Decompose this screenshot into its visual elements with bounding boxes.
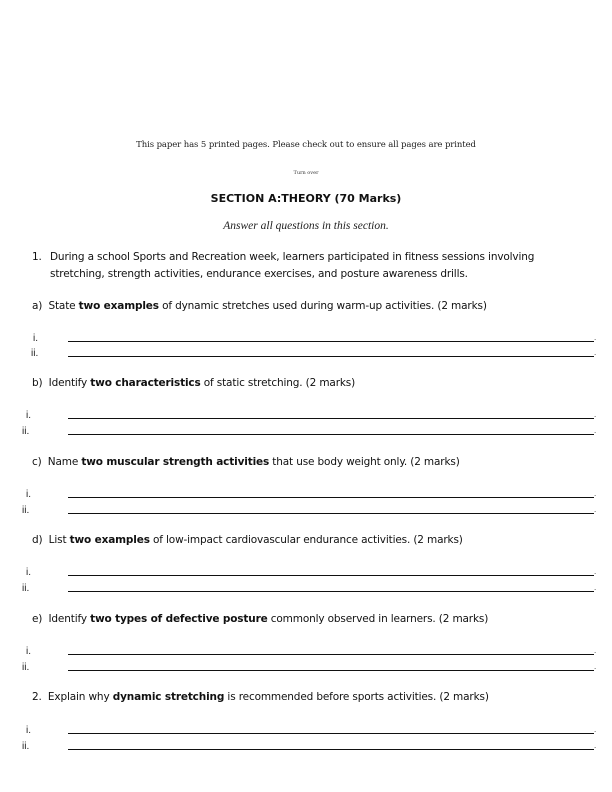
answer-numeral-i: i. [26,567,31,578]
answer-numeral-i: i. [26,646,31,657]
answer-numeral-ii: ii. [22,426,30,437]
answer-line-1b-ii[interactable] [68,434,594,435]
question-1-text-line1: During a school Sports and Recreation week, learners participated in fitness sessions involving [50,251,535,263]
prompt-emphasis: two muscular strength activities [81,456,270,468]
answer-numeral-ii: ii. [22,583,30,594]
answer-line-2-ii[interactable] [68,749,594,750]
prompt-post: is recommended before sports activities. (2 marks) [224,691,489,703]
answer-line-1c-i[interactable] [68,497,594,498]
answer-line-1b-i[interactable] [68,418,594,419]
question-1a-prompt [32,300,487,312]
part-label: c) [32,456,42,468]
answer-numeral-ii: ii. [22,741,30,752]
prompt-pre: Identify [48,377,91,389]
line-end-mark: . [594,410,597,419]
answer-line-1e-i[interactable] [68,654,594,655]
printed-pages-notice: This paper has 5 printed pages. Please check out to ensure all pages are printed [136,140,476,150]
section-instruction: Answer all questions in this section. [223,220,389,232]
section-title: SECTION A:THEORY (70 Marks) [210,192,402,205]
turn-over-note: Turn over [293,170,319,176]
part-label: d) [32,534,43,546]
prompt-pre: Name [47,456,82,468]
answer-numeral-i: i. [26,725,31,736]
prompt-pre: State [48,300,79,312]
line-end-mark: . [594,505,597,514]
answer-line-1a-i[interactable] [68,341,594,342]
question-1-text-line2: stretching, strength activities, endurance exercises, and posture awareness drills. [50,268,468,280]
prompt-pre: List [48,534,70,546]
prompt-pre: Explain why [47,691,113,703]
answer-line-1c-ii[interactable] [68,513,594,514]
prompt-emphasis: two examples [69,534,150,546]
prompt-emphasis: two characteristics [90,377,201,389]
prompt-emphasis: dynamic stretching [112,691,225,703]
part-label: e) [32,613,43,625]
question-1d-prompt [32,534,463,546]
answer-line-1a-ii[interactable] [68,356,594,357]
line-end-mark: . [594,646,597,655]
answer-line-1d-i[interactable] [68,575,594,576]
line-end-mark: . [594,741,597,750]
question-number: 2. [32,691,42,703]
line-end-mark: . [594,489,597,498]
answer-numeral-ii: ii. [22,662,30,673]
line-end-mark: . [594,426,597,435]
prompt-emphasis: two types of defective posture [90,613,268,625]
answer-line-1e-ii[interactable] [68,670,594,671]
question-2-prompt [32,691,489,703]
prompt-post: that use body weight only. (2 marks) [269,456,460,468]
part-label: a) [32,300,43,312]
question-1e-prompt [32,613,488,625]
part-label: b) [32,377,43,389]
answer-numeral-ii: ii. [22,505,30,516]
line-end-mark: . [594,662,597,671]
answer-numeral-ii: ii. [31,348,39,359]
prompt-post: of static stretching. (2 marks) [200,377,356,389]
answer-numeral-i: i. [26,410,31,421]
question-1b-prompt [32,377,355,389]
question-1-number: 1. [32,251,42,263]
answer-line-2-i[interactable] [68,733,594,734]
prompt-emphasis: two examples [78,300,159,312]
prompt-post: of low-impact cardiovascular endurance activities. (2 marks) [149,534,463,546]
line-end-mark: . [594,725,597,734]
prompt-post: of dynamic stretches used during warm-up activities. (2 marks) [158,300,487,312]
prompt-pre: Identify [48,613,91,625]
line-end-mark: . [594,583,597,592]
line-end-mark: . [594,567,597,576]
answer-numeral-i: i. [26,489,31,500]
answer-line-1d-ii[interactable] [68,591,594,592]
line-end-mark: . [594,333,597,342]
answer-numeral-i: i. [33,333,38,344]
question-1c-prompt [32,456,460,468]
prompt-post: commonly observed in learners. (2 marks) [267,613,489,625]
line-end-mark: . [594,348,597,357]
